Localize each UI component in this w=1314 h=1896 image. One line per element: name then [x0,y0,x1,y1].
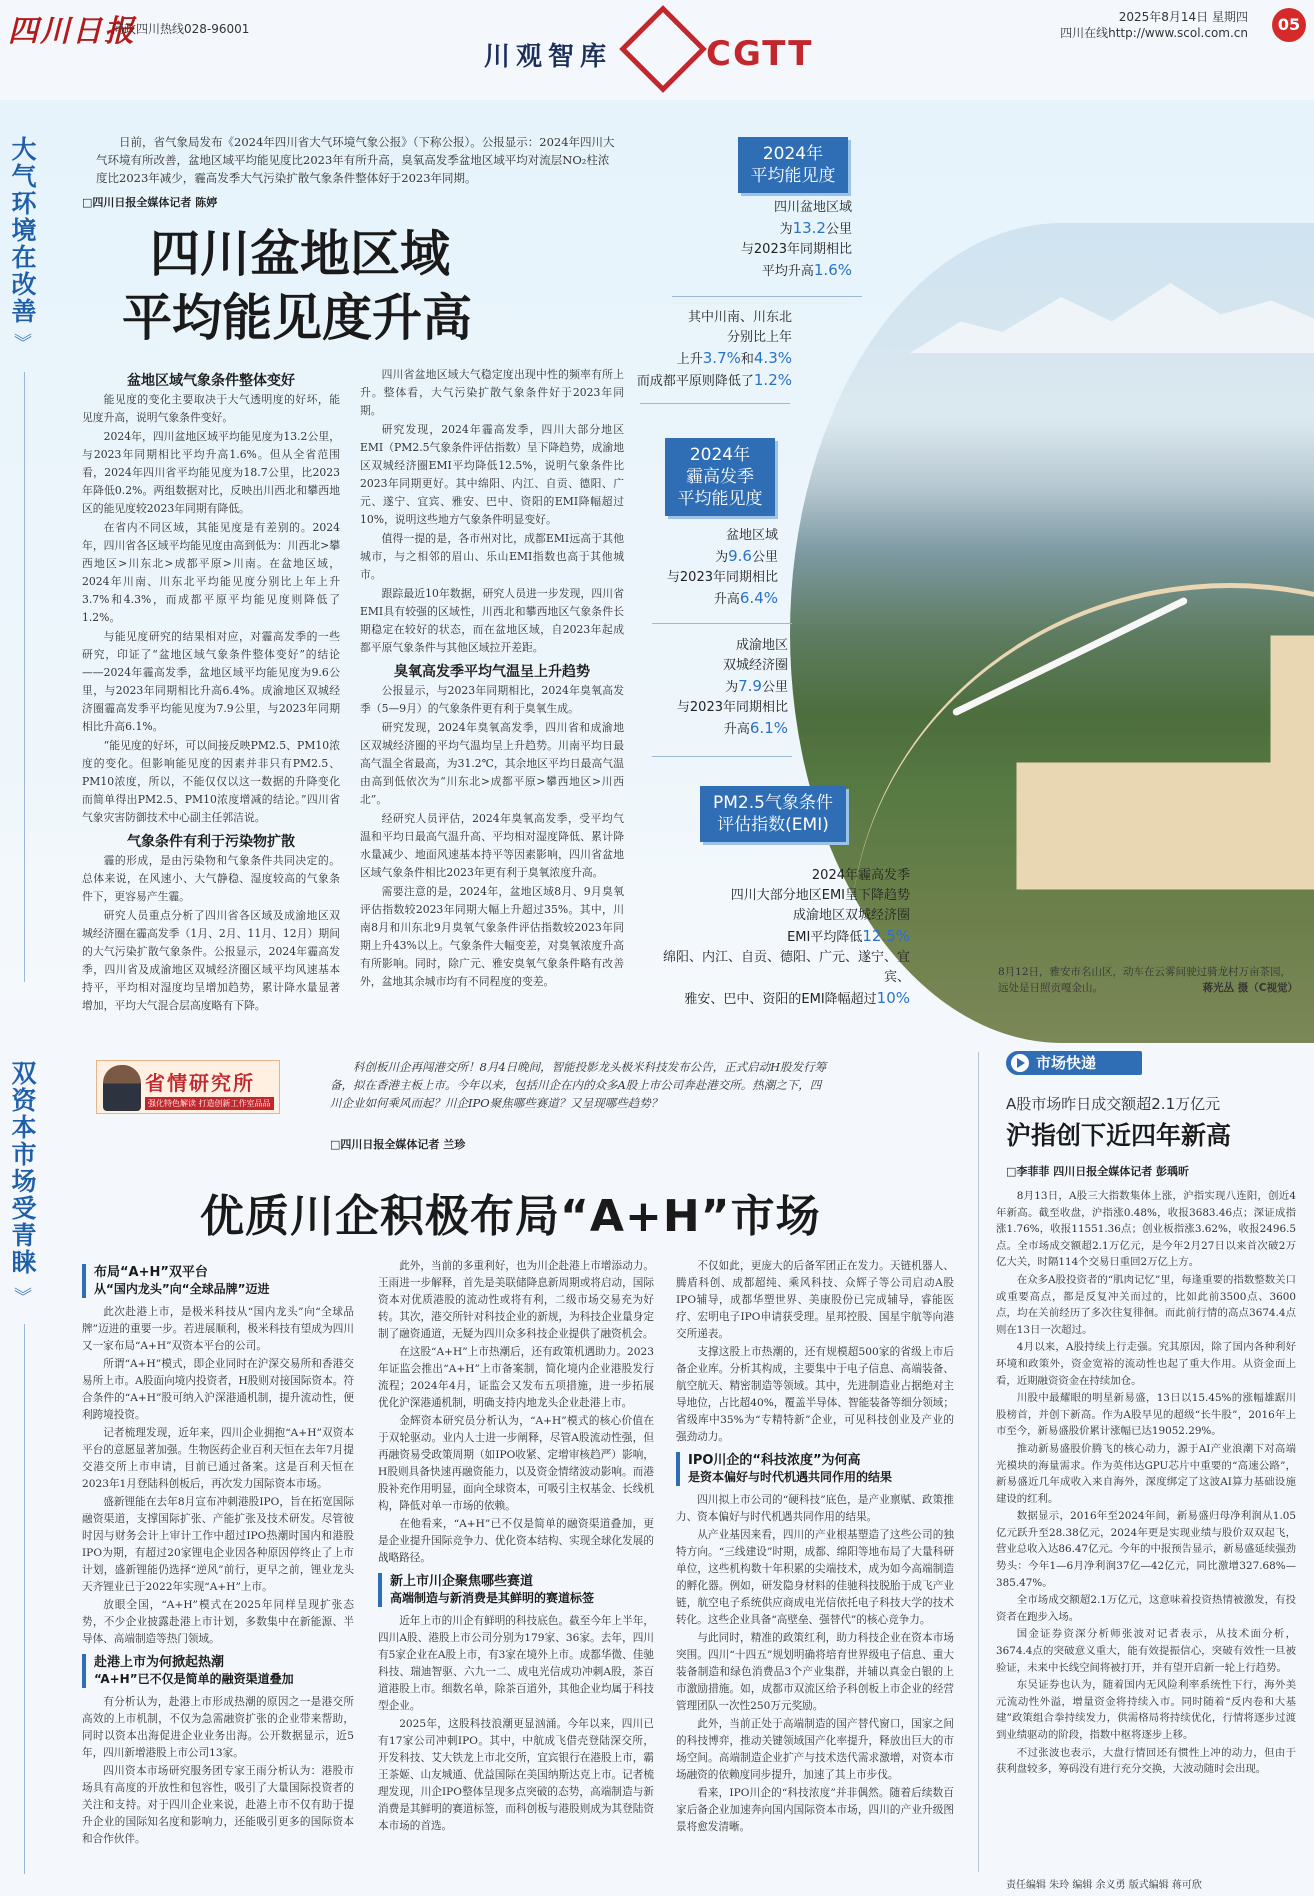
paragraph: 在这股“A+H”上市热潮后，还有政策机遇助力。2023年证监会推出“A+H”上市备案制，简化境内企业港股发行流程；2024年4月，证监会又发布五项措施，进一步拓展优化沪深港通机制，明确支持内地龙头企业赴港上市。 [378,1346,654,1409]
stat-number: 6.4% [739,589,778,607]
paragraph: 东吴证券也认为，随着国内无风险利率系统性下行，海外美元流动性外溢，增量资金将持续入市。同时随着“反内卷和大基建”政策组合拳持续发力，供需格局将持续优化，行情将逐步过渡到业绩驱动的阶段，指数中枢将逐步上移。 [996,1679,1296,1741]
stat-number: 1.2% [753,371,792,389]
page-header [0,0,1314,74]
subhead-subtitle: “A+H”已不仅是简单的融资渠道叠加 [94,1672,294,1686]
article-column-2 [360,366,624,992]
stat-text: 为 [715,550,729,565]
subhead-subtitle: 是资本偏好与时代机遇共同作用的结果 [688,1470,893,1484]
stat-number: 10% [876,989,910,1007]
stat-number: 4.3% [753,349,792,367]
stat-tag-line: 霾高发季 [686,467,754,487]
stat-haze-chengyu [612,636,788,740]
stat-tag-line: 平均能见度 [750,166,836,186]
stat-tag-visibility [738,137,848,193]
paragraph: 在省内不同区域，其能见度是有差别的。2024年，四川省各区域平均能见度由高到低为：川西北>攀西地区>川东北>成都平原>川南。在盆地区域，2024年川南、川东北平均能见度分别比上年上升3.7%和4.3%，而成都平原平均能见度则降低了1.2%。 [82,521,340,624]
article-byline: □四川日报全媒体记者 兰珍 [330,1138,466,1151]
subhead: 盆地区域气象条件整体变好 [127,373,295,389]
subhead-title: 赴港上市为何掀起热潮 [94,1655,225,1670]
stat-visibility-regions [620,308,792,392]
paragraph: 全市场成交额超2.1万亿元，这意味着投资热情被激发，有投资者在跑步入场。 [996,1594,1296,1623]
stat-line [612,676,788,698]
stat-tag-line: 平均能见度 [677,489,763,509]
badge-subtitle: 强化特色解读 打造创新工作室品品 [145,1097,274,1110]
stat-line: 与2023年同期相比 [740,242,852,257]
stat-line [612,718,788,740]
paragraph: 推动新易盛股价腾飞的核心动力，源于AI产业浪潮下对高端光模块的海量需求。作为英伟达GPU芯片中重要的“高速公路”，新易盛近几年成收入来自海外，深度绑定了这波AI算力基础设施建设的红利。 [996,1442,1296,1505]
stat-text: 升高 [713,592,740,607]
article-headline: 优质川企积极布局“A+H”市场 [200,1191,821,1242]
paragraph: 放眼全国，“A+H”模式在2025年同样呈现扩张态势，不少企业披露赴港上市计划，多数集中在新能源、半导体、高端制造等热门领域。 [82,1599,354,1645]
market-byline: □李菲菲 四川日报全媒体记者 彭瑀昕 [1006,1165,1190,1178]
chevron-down-icon: ︾ [14,333,32,354]
market-news-tag [1006,1051,1142,1075]
paragraph: 此外，当前的多重利好，也为川企赴港上市增添动力。王雨进一步解释，首先是美联储降息新周期或将启动，国际资本对优质港股的流动性或将有利，二级市场交易充为好转。其次，港交所针对科技企业的新规，为科技企业量身定制了融资通道，无疑为四川众多科技企业提供了融资机会。 [378,1260,654,1340]
subhead: 臭氧高发季平均气温呈上升趋势 [394,664,590,680]
stat-divider [652,756,792,757]
stat-number: 6.1% [749,719,788,737]
market-tag-label: 市场快递 [1036,1054,1097,1072]
paragraph: 能见度的变化主要取决于大气透明度的好坏，能见度升高，说明气象条件变好。 [82,393,340,424]
stat-text: 平均升高 [761,264,814,279]
stat-line [620,370,792,392]
paragraph: 公报显示，与2023年同期相比，2024年臭氧高发季（5—9月）的气象条件更有利于臭氧生成。 [360,684,624,715]
stat-line [660,926,910,948]
stat-line: 成渝地区 [735,638,788,653]
paragraph: 金辉资本研究员分析认为，“A+H”模式的核心价值在于双轮驱动。业内人士进一步阐释，尽管A股流动性强，但再融资易受政策周期（如IPO收紧、定增审核趋严）影响，H股则具备快速再融资能力，以及资金情绪波动影响。而港股补充作用明显，面向全球资本，可吸引主权基金、长线机构，降低对单一市场的依赖。 [378,1415,654,1512]
columnist-avatar [103,1065,141,1111]
subhead-subtitle: 从“国内龙头”向“全球品牌”迈进 [94,1282,270,1296]
stat-text: 为 [779,222,793,237]
stat-number: 1.6% [813,261,852,279]
paragraph: 近年上市的川企有鲜明的科技底色。截至今年上半年，四川A股、港股上市公司分别为179家、36家。去年，四川有5家企业在A股上市，有3家在境外上市。成都华微、佳驰科技、瑞迪智驱、六九一二、成电光信成功冲刺A股，茶百道港股上市。细数名单，除茶百道外，其他企业均属于科技型企业。 [378,1615,654,1712]
stat-line: 成渝地区双城经济圈 [792,908,910,923]
stat-text: 为 [725,680,739,695]
stat-divider [672,296,862,297]
paragraph: 霾的形成，是由污染物和气象条件共同决定的。总体来说，在风速小、大气静稳、湿度较高的气象条件下，更容易产生霾。 [82,854,340,903]
stat-number: 12.5% [862,927,910,945]
photo-caption [998,964,1298,996]
headline-line-2: 平均能见度升高 [122,289,472,347]
stat-text: 而成都平原则降低了 [636,374,754,389]
side-divider [24,372,25,982]
paragraph: “能见度的好坏，可以间接反映PM2.5、PM10浓度的变化。但影响能见度的因素并非只有PM2.5、PM10浓度，所以，不能仅仅以这一数据的升降变化而简单得出PM2.5、PM10浓度增减的结论。”四川省气象灾害防御技术中心副主任郭洁说。 [82,739,340,824]
subhead [676,1452,954,1486]
stat-emi-1 [660,866,910,948]
badge-title: 省情研究所 [145,1071,255,1095]
subhead [82,1654,354,1688]
stat-text: 上升 [676,352,703,367]
article-headline [122,222,570,350]
subhead-title: 布局“A+H”双平台 [94,1265,208,1280]
stat-number: 3.7% [702,349,741,367]
hotline: 问政四川热线028-96001 [112,22,250,36]
paragraph: 研究人员重点分析了四川省各区域及成渝地区双城经济圈在霾高发季（1月、2月、11月、12月）期间的大气污染扩散气象条件。公报显示，2024年霾高发季，四川省及成渝地区双城经济圈区域平均风速基本持平，平均相对湿度均呈增加趋势，累计降水量显著增加，平均大气混合层高度略有下降。 [82,909,340,1012]
paragraph: 跟踪最近10年数据，研究人员进一步发现，四川省EMI具有较强的区域性，川西北和攀西地区气象条件长期稳定在较好的状态，而在盆地区域，自2023年起成都平原气象条件与其他区域拉开差距。 [360,587,624,654]
stat-text: 升高 [723,722,750,737]
subhead [82,1264,354,1298]
snow-mountain-shape [910,283,1314,353]
stat-visibility-basin [660,198,852,282]
subhead-subtitle: 高端制造与新消费是其鲜明的赛道标签 [390,1591,595,1605]
stat-number: 13.2 [792,219,826,237]
paragraph: 四川省盆地区域大气稳定度出现中性的频率有所上升。整体看，大气污染扩散气象条件好于2023年同期。 [360,368,624,417]
subhead-title: 新上市川企聚焦哪些赛道 [390,1574,534,1589]
newspaper-logo: 四川日报 [8,14,136,49]
stat-line: 四川盆地区域 [773,200,852,215]
subhead: 气象条件有利于污染物扩散 [127,834,295,850]
article-column-1 [82,1258,354,1849]
market-kicker: A股市场昨日成交额超2.1万亿元 [1006,1095,1221,1113]
paragraph: 此次赴港上市，是极米科技从“国内龙头”向“全球品牌”迈进的重要一步。若进展顺利，极米科技有望成为四川又一家布局“A+H”双资本平台的公司。 [82,1306,354,1352]
website-link[interactable]: 四川在线http://www.scol.com.cn [1060,26,1248,40]
paragraph: 研究发现，2024年臭氧高发季，四川省和成渝地区双城经济圈的平均气温均呈上升趋势。川南平均日最高气温全省最高，为31.2℃，其余地区平均日最高气温由高到低依次为“川东北>成都平原>攀西地区>川西北”。 [360,721,624,806]
stat-line [660,218,852,240]
paragraph: 此外，当前正处于高端制造的国产替代窗口，国家之间的科技博弈，推动关键领域国产化率提升，释放出巨大的市场空间。高端制造企业扩产与技术迭代需求激增，对资本市场融资的依赖度同步提升，加速了其上市步伐。 [676,1718,954,1781]
paragraph: 4月以来，A股持续上行走强。究其原因，除了国内各种利好环境和政策外，资金宽裕的流动性也起了重大作用。从资金面上看，近期融资资金在持续加仓。 [996,1341,1296,1387]
paragraph: 研究发现，2024年霾高发季，四川大部分地区EMI（PM2.5气象条件评估指数）呈下降趋势，成渝地区双城经济圈EMI平均降低12.5%，说明气象条件比2023年同期更好。其中绵阳、内江、自贡、德阳、广元、遂宁、宜宾、雅安、巴中、资阳的EMI降幅超过10%，说明这些地方气象条件明显变好。 [360,423,624,526]
stat-line: 与2023年同期相比 [676,700,788,715]
stat-line: 盆地区域 [725,528,778,543]
paragraph: 需要注意的是，2024年，盆地区域8月、9月臭氧评估指数较2023年同期大幅上升超过35%。其中，川南8月和川东北9月臭氧气象条件评估指数较2023年同期上升43%以上。气象条件大幅变差，对臭氧浓度升高有所影响。同时，除广元、雅安臭氧气象条件略有改善外，盆地其余城市均有不同程度的变差。 [360,885,624,988]
stat-text: 雅安、巴中、资阳的EMI降幅超过 [684,992,877,1007]
section-side-label: 大气环境在改善 [11,135,37,326]
stat-tag-emi [700,786,846,842]
column-name: 川观智库 [484,42,613,72]
subhead-title: IPO川企的“科技浓度”为何高 [688,1453,861,1468]
stat-tag-line: 评估指数(EMI) [717,815,829,835]
issue-date: 2025年8月14日 星期四 [1118,10,1248,24]
paragraph: 从产业基因来看，四川的产业根基塑造了这些公司的独特方向。“三线建设”时期，成都、绵阳等地布局了大量科研单位，这些机构数十年积累的尖端技术，成为如今高端制造的孵化器。例如，研发隐身材料的佳驰科技脱胎于成飞产业链，航空电子系统供应商成电光信依托电子科技大学的技术转化。这些企业具备“高壁垒、强替代”的核心竞争力。 [676,1529,954,1626]
paragraph: 看来，IPO川企的“科技浓度”并非偶然。随着后续数百家后备企业加速奔向国内国际资本市场，四川的产业升级图景将愈发清晰。 [676,1787,954,1833]
paragraph: 川股中最耀眼的明星新易盛，13日以15.45%的涨幅雄踞川股榜首，并创下新高。作为A股早见的超级“长牛股”，2016年上市至今，新易盛股价累计涨幅已达19052.29%。 [996,1392,1296,1438]
paragraph: 盛新锂能在去年8月宣布冲刺港股IPO，旨在拓宽国际融资渠道，支撑国际扩张、产能扩张及技术研发。尽管彼时因与财务会计上审计工作中超过IPO热潮时国内和港股IPO为期，有超过20家锂电企业因各种原因停终止了上市计划，盛新锂能仍选择“逆风”前行，更早之前，锂业龙头天齐锂业已于2022年实现“A+H”上市。 [82,1496,354,1593]
article-column-2 [378,1258,654,1836]
stat-line: 其中川南、川东北 [687,310,792,325]
stat-line [642,988,910,1010]
paragraph: 在众多A股投资者的“肌肉记忆”里，每逢重要的指数整数关口或重要高点，都是反复冲关而过的，比如此前3500点、3600点，均在关前经历了多次往复徘徊。而此前行情的高点3674.4点则在13日一次超过。 [996,1273,1296,1336]
stat-divider [640,403,790,404]
paragraph: 数据显示，2016年至2024年间，新易盛归母净利润从1.05亿元跃升至28.38亿元，2024年更是实现业绩与股价双双起飞，营业总收入达86.47亿元。今年的中报预告显示，新易盛延续强劲势头：今年1—6月净利润37亿—42亿元，同比激增327.68%—385.47%。 [996,1510,1296,1589]
paragraph: 有分析认为，赴港上市形成热潮的原因之一是港交所高效的上市机制，不仅为急需融资扩张的企业带来帮助，同时以资本出海促进企业业务出海。公开数据显示，近5年，四川新增港股上市公司13家。 [82,1696,354,1759]
market-article-body [996,1188,1296,1779]
paragraph: 不仅如此，更庞大的后备军团正在发力。天链机器人、腾盾科创、成都超纯、乘风科技、众辉子等公司启动A股IPO辅导，成都华塑世界、美康股份已完成辅导，睿能医疗、宏明电子IPO申请获受理。星邦控股、国星宇航等向港交所递表。 [676,1260,954,1340]
stat-number: 7.9 [738,677,762,695]
stat-text: 公里 [751,550,778,565]
paragraph: 记者梳理发现，近年来，四川企业拥抱“A+H”双资本平台的意愿显著加强。生物医药企业百利天恒在去年7月提交港交所上市申请，目前已通过备案。这是百利天恒在2023年1月登陆科创板后，再次发力国际资本市场。 [82,1427,354,1490]
paragraph: 不过张波也表示，大盘行情回还有惯性上冲的动力，但由于获利盘较多，筹码没有进行充分交换，大波动随时会出现。 [996,1746,1296,1776]
stat-divider [652,623,792,624]
paragraph: 支撑这股上市热潮的，还有规模超500家的省级上市后备企业库。分析其构成，主要集中于电子信息、高端装备、航空航天、精密制造等领域。其中，先进制造业占据绝对主导地位，占比超40%，覆盖半导体、智能装备等细分领域；省级库中35%为“专精特新”企业，可见科技创业及产业的强劲动力。 [676,1346,954,1443]
research-column-badge [96,1060,280,1114]
paragraph: 与能见度研究的结果相对应，对霾高发季的一些研究，印证了“盆地区域气象条件整体变好”的结论——2024年霾高发季，盆地区域平均能见度为9.6公里，与2023年同期相比升高6.4%。成渝地区双城经济圈霾高发季平均能见度为7.9公里，与2023年同期相比升高6.1%。 [82,630,340,733]
market-headline: 沪指创下近四年新高 [1006,1121,1232,1150]
page-number-badge: 05 [1272,8,1306,42]
stat-tag-haze-visibility [665,438,775,516]
stat-line: 分别比上年 [726,330,792,345]
play-icon [1011,1054,1029,1072]
paragraph: 2025年，这股科技浪潮更显汹涌。今年以来，四川已有17家公司冲刺IPO。其中，中航成飞借壳登陆深交所，开发科技、艾大铁龙上市北交所，宜宾银行在港股上市，霸王茶姬、山友城通、优益国际在美国纳斯达克上市。记者梳理发现，川企IPO整体呈现多点突破的态势，高端制造与新消费是其鲜明的赛道标签，而科创板与港股则成为其登陆资本市场的首选。 [378,1718,654,1832]
paragraph: 8月13日，A股三大指数集体上涨，沪指实现八连阳，创近4年新高。截至收盘，沪指涨0.48%，收报3683.46点；深证成指涨1.76%，收报11551.36点；创业板指涨3.62%，收报2496.5点。全市场成交额超2.1万亿元，是今年2月27日以来首次破2万亿大关，时隔114个交易日重回2万亿上方。 [996,1190,1296,1269]
caption-text: 8月12日，雅安市名山区，动车在云雾间驶过骑龙村万亩茶园，远处是日照贡嘎金山。 [998,966,1292,994]
stat-line: 与2023年同期相比 [666,570,778,585]
stat-haze-basin [600,526,778,610]
stat-text: 公里 [761,680,788,695]
paragraph: 2024年，四川盆地区域平均能见度为13.2公里，与2023年同期相比平均升高1.6%。但从全省范围看，2024年四川省平均能见度为18.7公里，比2023年降低0.2%。两组数据对比，反映出川西北和攀西地区的能见度较2023年同期有降低。 [82,430,340,515]
paragraph: 经研究人员评估，2024年臭氧高发季，受平均气温和平均日最高气温升高、平均相对湿度降低、累计降水量减少、地面风速基本持平等因素影响，四川省盆地区域气象条件相比2023年更有利于臭氧浓度升高。 [360,812,624,879]
paragraph: 四川资本市场研究服务团专家王雨分析认为：港股市场具有高度的开放性和包容性，吸引了大量国际投资者的关注和支持。对于四川企业来说，赴港上市不仅有助于提升企业的国际知名度和影响力，还能吸引更多的国际资本和合作伙伴。 [82,1765,354,1845]
stat-tag-line: 2024年 [689,445,751,465]
page-footer-editors: 责任编辑 朱玲 编辑 余义勇 版式编辑 蒋可欣 [1006,1880,1202,1891]
stat-emi-2 [642,948,910,1010]
stat-text: 公里 [825,222,852,237]
article-column-1 [82,366,340,1016]
stat-line [620,348,792,370]
section-side-label: 双资本市场受青睐 [11,1059,37,1277]
stat-line [600,588,778,610]
paragraph: 国金证券资深分析师张波对记者表示，从技术面分析，3674.4点的突破意义重大，能有效提振信心，突破有效性一旦被验证，未来中长线空间将被打开，并有望开启新一轮上行趋势。 [996,1628,1296,1674]
stat-number: 9.6 [728,547,752,565]
stat-line: 四川大部分地区EMI呈下降趋势 [730,888,910,903]
article-lead: 科创板川企再闯港交所！8月4日晚间，智能投影龙头极米科技发布公告，正式启动H股发行筹备，拟在香港主板上市。今年以来，包括川企在内的众多A股上市公司奔赴港交所。热潮之下，四川企业如何乘风而起？川企IPO聚焦哪些赛道？又呈现哪些趋势？ [330,1060,827,1110]
stat-line: 双城经济圈 [722,658,788,673]
column-divider [978,1052,979,1872]
chevron-down-icon: ︾ [14,1287,32,1308]
paragraph: 与此同时，精准的政策红利，助力科技企业在资本市场突围。四川“十四五”规划明确将培育世界级电子信息、重大装备制造和绿色消费品3个产业集群，并辅以真金白银的上市激励措施。如，成都市双流区给予科创板上市企业的经营管理团队一次性250万元奖励。 [676,1632,954,1712]
stat-text: EMI平均降低 [787,930,863,945]
stat-line [660,260,852,282]
brand-emblem-icon [619,5,707,93]
article-column-3 [676,1258,954,1837]
paragraph: 在他看来，“A+H”已不仅是简单的融资渠道叠加，更是企业提升国际竞争力、优化资本结构、实现全球化发展的战略路径。 [378,1518,654,1564]
stat-tag-line: 2024年 [762,144,824,164]
subhead [378,1573,654,1607]
headline-line-1: 四川盆地区域 [150,225,450,283]
paragraph: 值得一提的是，各市州对比，成都EMI远高于其他城市，与之相邻的眉山、乐山EMI指数也高于其他城市。 [360,532,624,581]
stat-line [600,546,778,568]
paragraph: 四川拟上市公司的“硬科技”底色，是产业禀赋、政策推力、资本偏好与时代机遇共同作用的结果。 [676,1494,954,1523]
photo-credit: 蒋光丛 摄（C视觉） [1202,982,1298,994]
stat-line: 绵阳、内江、自贡、德阳、广元、遂宁、宜宾、 [662,950,910,985]
side-divider [24,1324,25,1874]
article-lead: 日前，省气象局发布《2024年四川省大气环境气象公报》（下称公报）。公报显示：2024年四川大气环境有所改善，盆地区域平均能见度比2023年有所升高，臭氧高发季盆地区域平均对流层NO₂柱浓度比2023年减少，霾高发季大气污染扩散气象条件整体好于2023年同期。 [96,135,615,185]
paragraph: 所谓“A+H”模式，即企业同时在沪深交易所和香港交易所上市。A股面向境内投资者，H股则对接国际资本。符合条件的“A+H”股可纳入沪深港通机制，提升流动性，便利跨境投资。 [82,1358,354,1421]
stat-tag-line: PM2.5气象条件 [713,793,833,813]
article-byline: □四川日报全媒体记者 陈婷 [82,196,218,209]
stat-text: 和 [740,352,754,367]
brand-wordmark: CGTT [706,34,814,74]
stat-line: 2024年霾高发季 [811,868,910,883]
